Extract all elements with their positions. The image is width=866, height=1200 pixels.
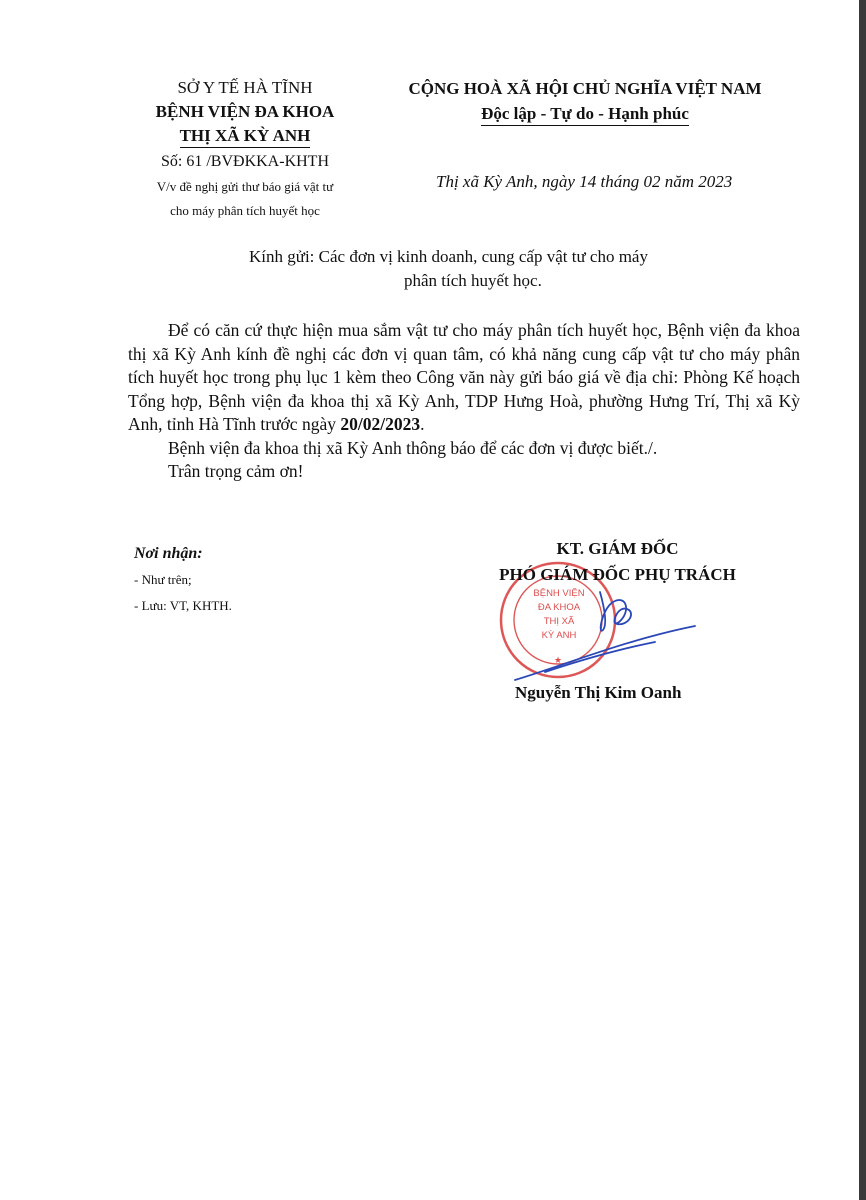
document-number: Số: 61 /BVĐKKA-KHTH	[161, 153, 329, 170]
nation-title: CỘNG HOÀ XÃ HỘI CHỦ NGHĨA VIỆT NAM	[408, 79, 762, 98]
recipient-line2: phân tích huyết học.	[404, 271, 542, 290]
hospital-name-line1: BỆNH VIỆN ĐA KHOA	[155, 102, 335, 121]
signature-title-1: KT. GIÁM ĐỐC	[556, 539, 679, 558]
page-edge-shadow	[859, 0, 866, 1200]
receivers-title: Nơi nhận:	[134, 545, 203, 562]
hospital-name-line2: THỊ XÃ KỲ ANH	[180, 126, 311, 148]
signature-title-2: PHÓ GIÁM ĐỐC PHỤ TRÁCH	[499, 565, 736, 584]
receiver-item: - Như trên;	[134, 572, 192, 587]
seal-text-line: THỊ XÃ	[543, 616, 575, 627]
seal-text-line: KỲ ANH	[541, 630, 577, 641]
letter-body	[128, 319, 800, 484]
handwritten-signature	[505, 580, 705, 690]
body-paragraph-2: Bệnh viện đa khoa thị xã Kỳ Anh thông báo để các đơn vị được biết./.	[168, 437, 658, 458]
department-name: SỞ Y TẾ HÀ TĨNH	[177, 78, 313, 97]
receiver-item: - Lưu: VT, KHTH.	[134, 598, 232, 613]
body-paragraph-3: Trân trọng cảm ơn!	[168, 461, 304, 481]
subject-line2: cho máy phân tích huyết học	[170, 203, 320, 218]
place-date: Thị xã Kỳ Anh, ngày 14 tháng 02 năm 2023	[436, 172, 733, 191]
seal-star: ★	[553, 655, 563, 665]
seal-text-line: BỆNH VIỆN	[533, 588, 585, 599]
subject-line1: V/v đề nghị gửi thư báo giá vật tư	[156, 179, 334, 194]
body-paragraph-1: Để có căn cứ thực hiện mua sắm vật tư cho máy phân tích huyết học, Bệnh viện đa khoa thị xã Kỳ Anh kính đề nghị các đơn vị quan tâm, có khả năng cung cấp vật tư cho máy phân tích huyết học trong phụ lục 1 kèm theo Công văn này gửi báo giá về địa chỉ: Phòng Kế hoạch Tổng hợp, Bệnh viện đa khoa thị xã Kỳ Anh, TDP Hưng Hoà, phường Hưng Trí, Thị xã Kỳ Anh, tỉnh Hà Tĩnh trước ngày 20/02/2023.	[128, 320, 800, 434]
signer-name: Nguyễn Thị Kim Oanh	[515, 683, 682, 702]
issuer-header	[130, 76, 360, 223]
national-header	[380, 76, 790, 126]
deadline-date: 20/02/2023	[340, 414, 421, 434]
motto: Độc lập - Tự do - Hạnh phúc	[481, 104, 689, 126]
receivers-block	[134, 541, 232, 619]
seal-text-line: ĐA KHOA	[537, 602, 581, 613]
recipient-line1: Kính gửi: Các đơn vị kinh doanh, cung cấp vật tư cho máy	[249, 247, 648, 266]
